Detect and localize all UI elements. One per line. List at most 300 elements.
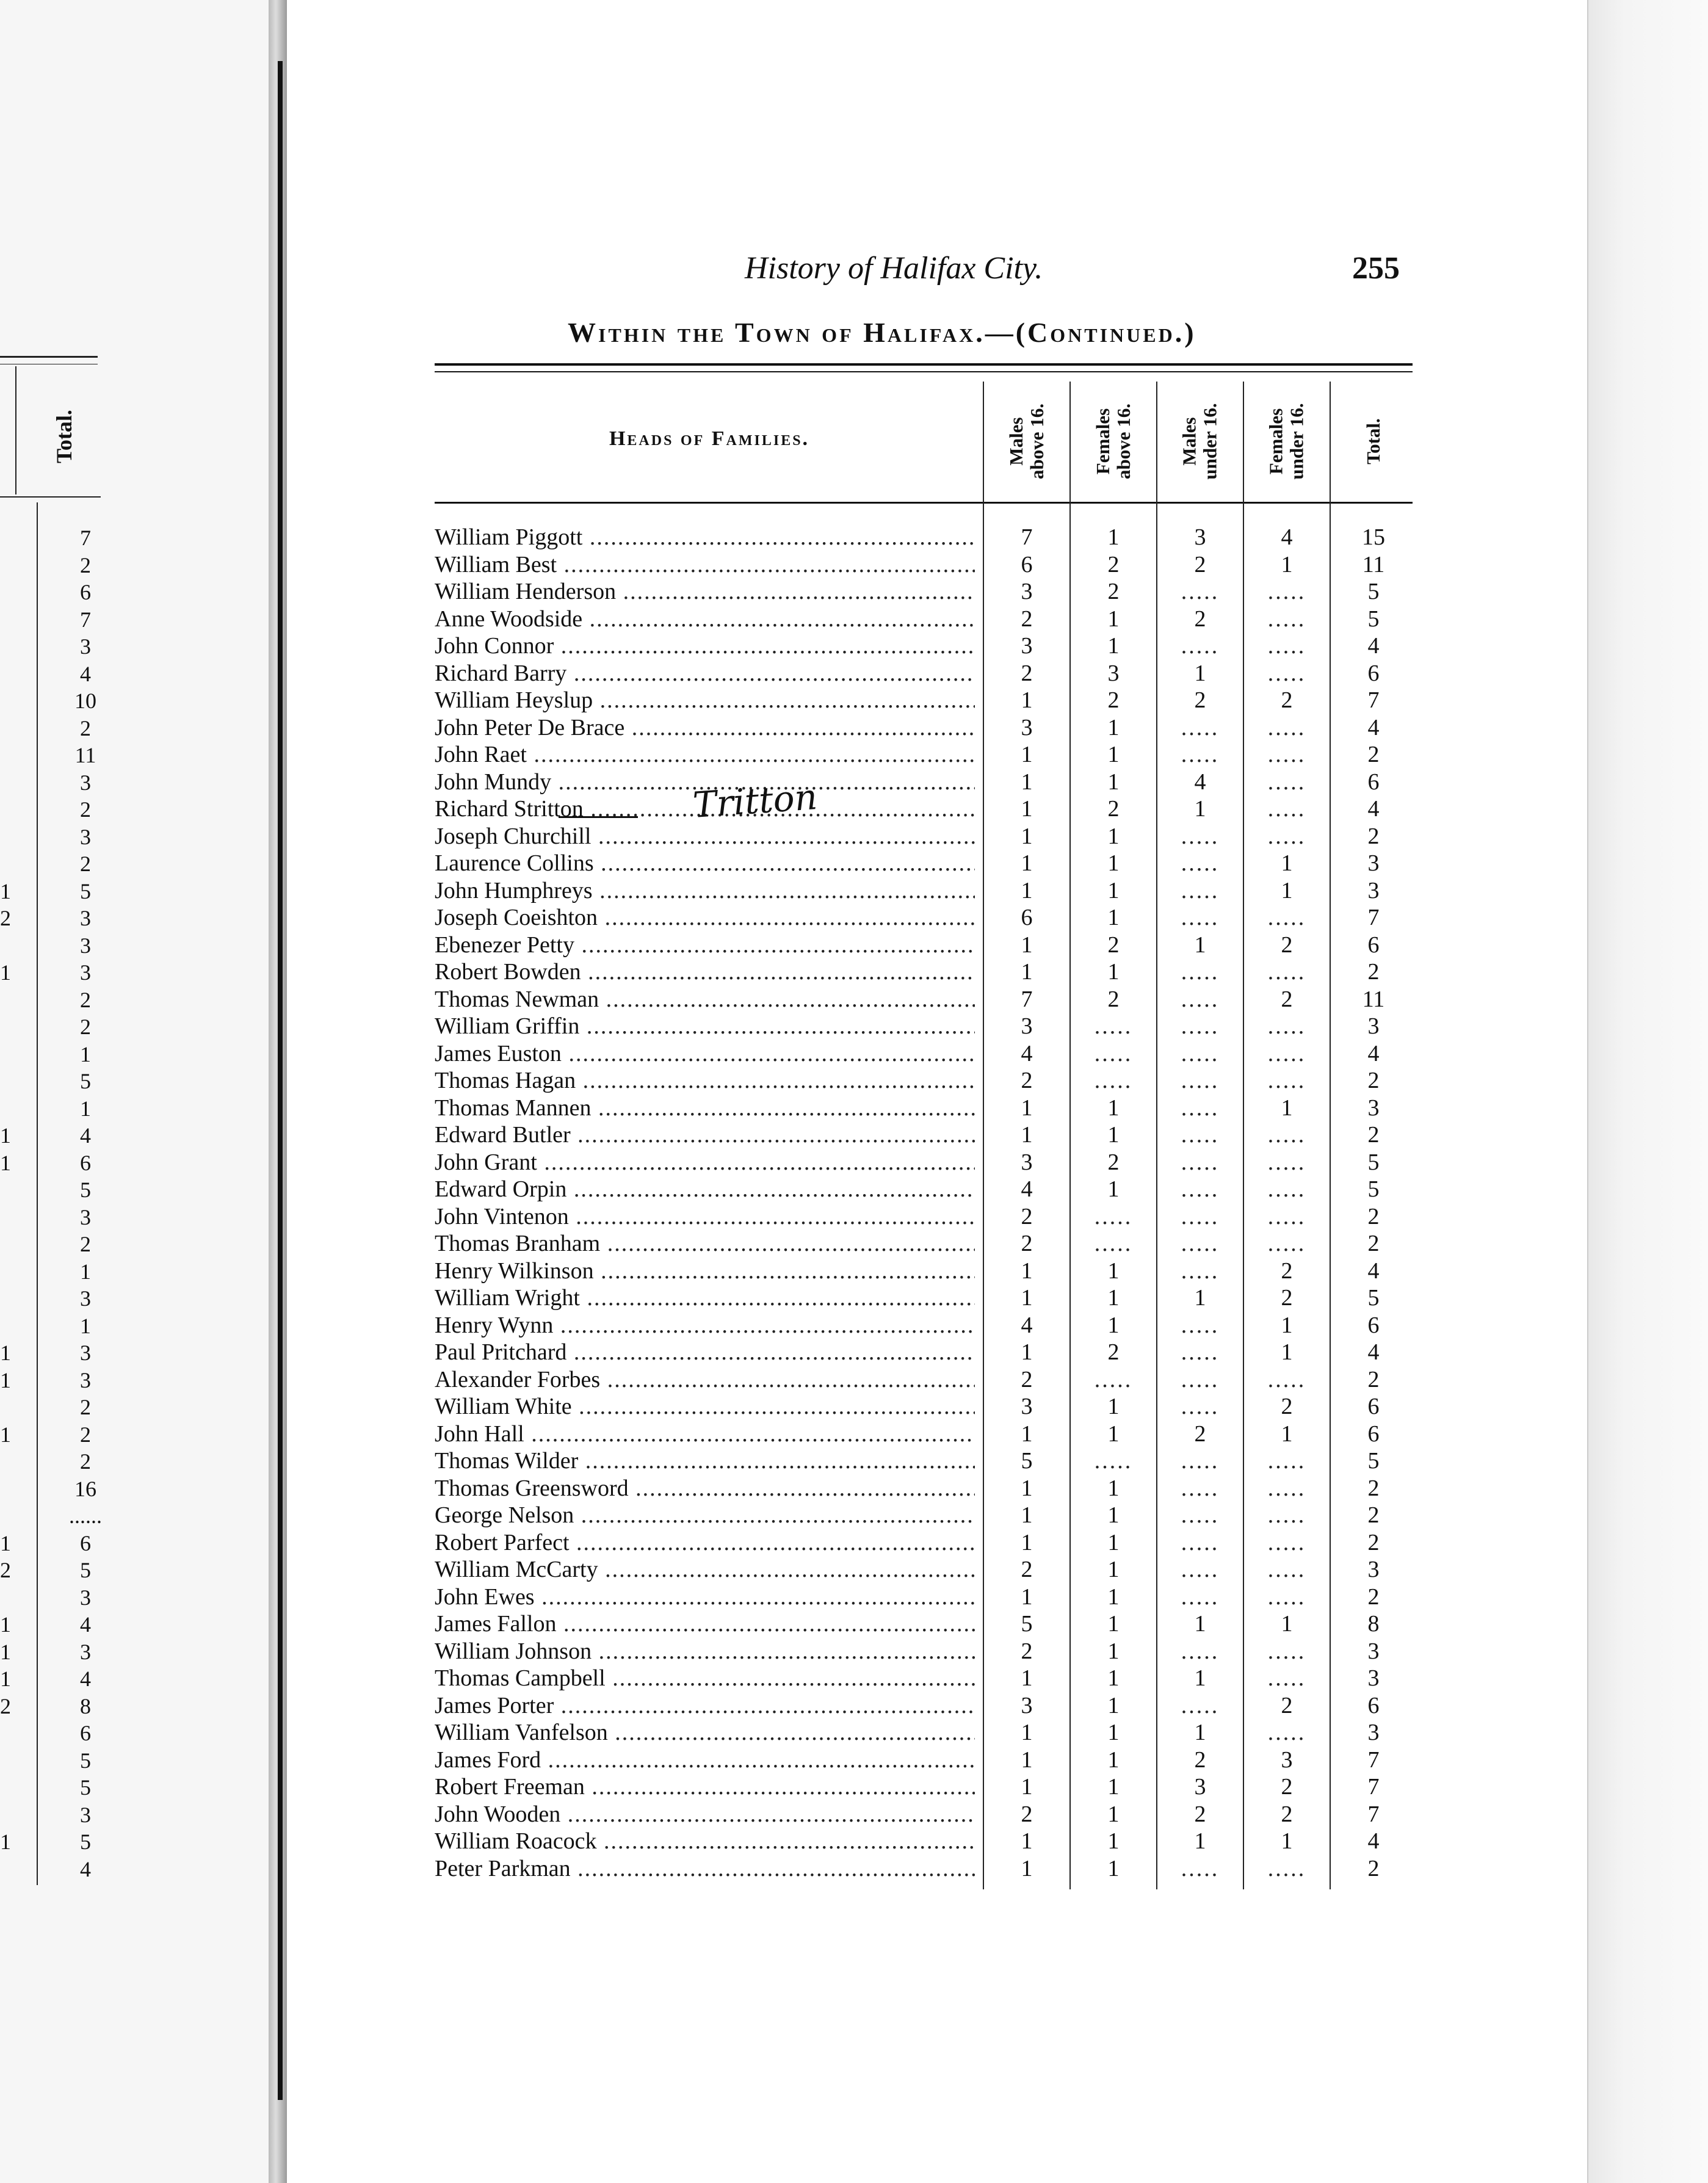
left-total-cell: 3 (80, 634, 91, 659)
total-cell: 7 (1367, 1747, 1380, 1773)
left-header-rule (0, 496, 101, 498)
males-above-16-cell: 5 (1021, 1611, 1033, 1637)
left-total-cell: 1 (80, 1259, 91, 1284)
males-under-16-cell: 2 (1194, 1421, 1206, 1447)
females-under-16-cell: ..... (1267, 606, 1306, 632)
left-column-cell: 1 (0, 1612, 11, 1637)
females-under-16-cell: ..... (1267, 579, 1306, 604)
table-row (0, 714, 1465, 742)
females-above-16-cell: 1 (1107, 1557, 1120, 1582)
table-row (0, 986, 1465, 1013)
left-total-cell: 1 (80, 1313, 91, 1338)
males-above-16-cell: 1 (1021, 1774, 1033, 1800)
total-cell: 4 (1367, 1828, 1380, 1854)
head-of-family-name: Thomas Greensword ..... (435, 1475, 975, 1502)
males-above-16-cell: 1 (1021, 959, 1033, 985)
females-under-16-cell: 2 (1281, 1394, 1293, 1419)
head-of-family-name: Henry Wilkinson ..... (435, 1258, 975, 1284)
females-above-16-cell: ..... (1094, 1366, 1133, 1392)
females-under-16-cell: ..... (1267, 1366, 1306, 1392)
head-of-family-name: William White ..... (435, 1393, 975, 1420)
males-above-16-cell: 1 (1021, 1285, 1033, 1311)
table-row (0, 1284, 1465, 1312)
left-total-cell: 1 (80, 1096, 91, 1121)
total-cell: 6 (1367, 1692, 1380, 1718)
head-of-family-name: Laurence Collins ..... (435, 850, 975, 877)
males-above-16-cell: 3 (1021, 633, 1033, 659)
total-cell: 15 (1362, 524, 1385, 550)
females-above-16-cell: 1 (1107, 1421, 1120, 1447)
females-above-16-cell: 1 (1107, 1638, 1120, 1664)
males-above-16-cell: 1 (1021, 1855, 1033, 1881)
males-above-16-label: Males above 16. (1005, 403, 1048, 479)
total-cell: 2 (1367, 1502, 1380, 1528)
table-row (0, 1312, 1465, 1339)
left-total-cell: 5 (80, 1178, 91, 1202)
table-row (0, 1176, 1465, 1203)
left-total-cell: 3 (80, 960, 91, 985)
total-cell: 4 (1367, 796, 1380, 822)
left-total-cell: 7 (80, 526, 91, 550)
females-above-16-cell: ..... (1094, 1040, 1133, 1066)
females-above-16-cell: 1 (1107, 1720, 1120, 1745)
total-cell: 3 (1367, 1013, 1380, 1039)
head-of-family-name: Thomas Wilder ..... (435, 1447, 975, 1474)
left-total-cell: 4 (80, 1612, 91, 1637)
males-under-16-cell: ..... (1181, 742, 1220, 767)
left-total-cell: 5 (80, 1775, 91, 1800)
females-above-16-cell: 1 (1107, 1747, 1120, 1773)
table-row (0, 1855, 1465, 1883)
head-of-family-name: John Peter De Brace ..... (435, 714, 975, 741)
females-under-16-cell: ..... (1267, 1448, 1306, 1474)
females-under-16-cell: ..... (1267, 959, 1306, 985)
total-cell: 5 (1367, 606, 1380, 632)
total-cell: 4 (1367, 1339, 1380, 1365)
males-under-16-cell: ..... (1181, 1394, 1220, 1419)
head-of-family-name: Anne Woodside ..... (435, 606, 975, 632)
left-total-cell: 4 (80, 1667, 91, 1691)
females-above-16-cell: 1 (1107, 1828, 1120, 1854)
males-above-16-cell: 1 (1021, 932, 1033, 958)
left-column-cell: 1 (0, 1422, 11, 1447)
table-row (0, 1230, 1465, 1258)
males-under-16-cell: ..... (1181, 1203, 1220, 1229)
left-total-cell: 5 (80, 1748, 91, 1773)
males-under-16-cell: 3 (1194, 1774, 1206, 1800)
left-total-cell: 3 (80, 1802, 91, 1827)
left-column-cell: 1 (0, 1639, 11, 1664)
total-cell: 11 (1362, 551, 1385, 577)
left-total-cell: 16 (74, 1476, 96, 1501)
females-under-16-cell: ..... (1267, 1584, 1306, 1610)
females-above-16-cell: 2 (1107, 1149, 1120, 1175)
males-above-16-cell: 2 (1021, 1231, 1033, 1256)
table-row (0, 1556, 1465, 1584)
left-total-cell: 2 (80, 797, 91, 822)
males-under-16-cell: ..... (1181, 1068, 1220, 1093)
females-under-16-cell: ..... (1267, 1176, 1306, 1202)
left-total-cell: 2 (80, 987, 91, 1012)
head-of-family-name: William Piggott ..... (435, 524, 975, 551)
left-total-header (43, 391, 85, 482)
females-above-16-cell: 1 (1107, 1502, 1120, 1528)
males-under-16-cell: 3 (1194, 524, 1206, 550)
left-total-cell: 2 (80, 552, 91, 577)
females-under-16-cell: 2 (1281, 1692, 1293, 1718)
females-above-16-cell: 1 (1107, 1665, 1120, 1691)
left-column-cell: 1 (0, 1150, 11, 1175)
males-under-16-cell: ..... (1181, 1557, 1220, 1582)
females-under-16-cell: ..... (1267, 1013, 1306, 1039)
head-of-family-name: Robert Bowden ..... (435, 958, 975, 985)
males-above-16-cell: 1 (1021, 796, 1033, 822)
table-row (0, 1692, 1465, 1720)
total-cell: 5 (1367, 1149, 1380, 1175)
males-under-16-cell: ..... (1181, 1502, 1220, 1528)
total-cell: 3 (1367, 1665, 1380, 1691)
total-label: Total. (1362, 418, 1384, 465)
females-under-16-header (1244, 382, 1330, 501)
females-above-16-cell: 2 (1107, 551, 1120, 577)
head-of-family-name: Richard Stritton ..... (435, 795, 975, 822)
males-above-16-cell: 1 (1021, 1339, 1033, 1365)
females-under-16-cell: 1 (1281, 1421, 1293, 1447)
table-row (0, 741, 1465, 769)
head-of-family-name: William Johnson ..... (435, 1638, 975, 1665)
females-above-16-cell: 1 (1107, 1475, 1120, 1501)
males-above-16-cell: 1 (1021, 1828, 1033, 1854)
left-total-cell: 4 (80, 1123, 91, 1148)
males-above-16-cell: 3 (1021, 1394, 1033, 1419)
table-row (0, 823, 1465, 850)
left-total-cell: 5 (80, 1558, 91, 1582)
females-above-16-cell: 1 (1107, 1394, 1120, 1419)
females-under-16-cell: 1 (1281, 551, 1293, 577)
left-total-cell: 6 (80, 1530, 91, 1555)
males-under-16-cell: ..... (1181, 1692, 1220, 1718)
table-row (0, 606, 1465, 633)
total-cell: 2 (1367, 742, 1380, 767)
males-under-16-cell: ..... (1181, 1095, 1220, 1121)
females-under-16-cell: 2 (1281, 1285, 1293, 1311)
total-cell: 3 (1367, 1095, 1380, 1121)
table-row (0, 524, 1465, 551)
females-under-16-cell: 1 (1281, 1312, 1293, 1338)
total-cell: 2 (1367, 1366, 1380, 1392)
left-total-cell: 5 (80, 878, 91, 903)
table-row (0, 1773, 1465, 1801)
head-of-family-name: John Raet ..... (435, 741, 975, 768)
males-above-16-cell: 6 (1021, 905, 1033, 930)
males-above-16-cell: 1 (1021, 850, 1033, 876)
females-above-16-cell: 1 (1107, 905, 1120, 930)
males-under-16-cell: ..... (1181, 1529, 1220, 1555)
total-cell: 2 (1367, 1231, 1380, 1256)
left-total-cell: 2 (80, 852, 91, 876)
females-under-16-cell: 1 (1281, 850, 1293, 876)
males-under-16-cell: ..... (1181, 1855, 1220, 1881)
total-cell: 3 (1367, 1638, 1380, 1664)
males-above-16-cell: 4 (1021, 1312, 1033, 1338)
table-row (0, 1421, 1465, 1448)
total-cell: 2 (1367, 1584, 1380, 1610)
females-above-16-cell: 1 (1107, 1774, 1120, 1800)
head-of-family-name: Henry Wynn ..... (435, 1312, 975, 1339)
females-under-16-cell: 1 (1281, 877, 1293, 903)
head-of-family-name: James Ford ..... (435, 1747, 975, 1773)
total-cell: 11 (1362, 986, 1385, 1012)
total-cell: 8 (1367, 1611, 1380, 1637)
females-under-16-cell: ..... (1267, 1557, 1306, 1582)
males-above-16-cell: 1 (1021, 687, 1033, 713)
males-under-16-cell: ..... (1181, 1176, 1220, 1202)
females-above-16-cell: 1 (1107, 1611, 1120, 1637)
males-under-16-cell: ..... (1181, 633, 1220, 659)
left-total-cell: 2 (80, 1422, 91, 1447)
females-under-16-cell: ..... (1267, 633, 1306, 659)
males-under-16-cell: 1 (1194, 1665, 1206, 1691)
males-under-16-cell: 2 (1194, 1747, 1206, 1773)
table-row (0, 660, 1465, 687)
head-of-family-name: Paul Pritchard ..... (435, 1339, 975, 1366)
head-of-family-name: Thomas Hagan ..... (435, 1067, 975, 1094)
table-row (0, 632, 1465, 660)
females-under-16-cell: ..... (1267, 1122, 1306, 1148)
males-above-16-cell: 7 (1021, 524, 1033, 550)
males-above-16-cell: 3 (1021, 1013, 1033, 1039)
total-cell: 4 (1367, 1258, 1380, 1284)
left-total-cell: 5 (80, 1069, 91, 1093)
table-row (0, 687, 1465, 714)
males-under-16-cell: 2 (1194, 551, 1206, 577)
males-under-16-cell: ..... (1181, 1149, 1220, 1175)
males-above-16-cell: 2 (1021, 1203, 1033, 1229)
females-under-16-cell: 1 (1281, 1828, 1293, 1854)
total-cell: 7 (1367, 905, 1380, 930)
males-above-16-cell: 3 (1021, 714, 1033, 740)
females-above-16-cell: ..... (1094, 1068, 1133, 1093)
males-under-16-cell: ..... (1181, 1638, 1220, 1664)
left-total-cell: 8 (80, 1693, 91, 1718)
total-cell: 4 (1367, 1040, 1380, 1066)
total-cell: 7 (1367, 1801, 1380, 1827)
males-above-16-cell: 5 (1021, 1448, 1033, 1474)
females-under-16-cell: ..... (1267, 1040, 1306, 1066)
males-under-16-cell: ..... (1181, 850, 1220, 876)
males-above-16-cell: 2 (1021, 1366, 1033, 1392)
head-of-family-name: James Euston ..... (435, 1040, 975, 1067)
females-under-16-cell: 2 (1281, 687, 1293, 713)
total-cell: 2 (1367, 1122, 1380, 1148)
females-under-16-cell: 2 (1281, 1801, 1293, 1827)
left-total-cell: 2 (80, 1395, 91, 1419)
females-above-16-cell: ..... (1094, 1013, 1133, 1039)
males-under-16-cell: 1 (1194, 1611, 1206, 1637)
total-cell: 7 (1367, 687, 1380, 713)
females-above-16-cell: 1 (1107, 769, 1120, 795)
females-under-16-cell: 1 (1281, 1611, 1293, 1637)
females-under-16-cell: ..... (1267, 823, 1306, 849)
left-column-cell: 1 (0, 878, 11, 903)
females-above-16-cell: 2 (1107, 687, 1120, 713)
total-cell: 5 (1367, 1285, 1380, 1311)
head-of-family-name: John Grant ..... (435, 1149, 975, 1176)
males-above-16-cell: 1 (1021, 742, 1033, 767)
females-above-16-cell: 1 (1107, 959, 1120, 985)
table-row (0, 1339, 1465, 1366)
females-above-16-cell: 3 (1107, 660, 1120, 686)
head-of-family-name: William McCarty ..... (435, 1556, 975, 1583)
females-under-16-cell: ..... (1267, 1720, 1306, 1745)
males-under-16-cell: ..... (1181, 1258, 1220, 1284)
total-cell: 6 (1367, 932, 1380, 958)
males-under-16-cell: ..... (1181, 905, 1220, 930)
males-above-16-cell: 4 (1021, 1040, 1033, 1066)
left-total-cell: 4 (80, 1856, 91, 1881)
females-under-16-cell: 4 (1281, 524, 1293, 550)
females-above-16-cell: 2 (1107, 796, 1120, 822)
males-above-16-cell: 4 (1021, 1176, 1033, 1202)
head-of-family-name: William Henderson ..... (435, 578, 975, 605)
males-under-16-cell: 1 (1194, 796, 1206, 822)
head-of-family-name: John Humphreys ..... (435, 877, 975, 904)
table-top-rule (435, 363, 1413, 366)
head-of-family-name: John Vintenon ..... (435, 1203, 975, 1230)
head-of-family-name: Ebenezer Petty ..... (435, 932, 975, 958)
females-above-16-cell: 1 (1107, 1801, 1120, 1827)
females-under-16-cell: 3 (1281, 1747, 1293, 1773)
females-above-16-cell: 1 (1107, 524, 1120, 550)
females-under-16-cell: ..... (1267, 1855, 1306, 1881)
left-total-cell: 3 (80, 1585, 91, 1610)
left-column-cell: 1 (0, 1123, 11, 1148)
head-of-family-name: John Connor ..... (435, 632, 975, 659)
males-under-16-cell: ..... (1181, 1312, 1220, 1338)
males-under-16-cell: ..... (1181, 1366, 1220, 1392)
males-under-16-cell: 1 (1194, 1285, 1206, 1311)
males-under-16-cell: ..... (1181, 1231, 1220, 1256)
females-above-16-cell: ..... (1094, 1203, 1133, 1229)
total-cell: 5 (1367, 579, 1380, 604)
table-row (0, 1638, 1465, 1665)
left-total-cell: 3 (80, 1639, 91, 1664)
total-cell: 5 (1367, 1448, 1380, 1474)
head-of-family-name: Thomas Branham ..... (435, 1230, 975, 1257)
males-above-16-cell: 2 (1021, 1068, 1033, 1093)
males-above-16-cell: 1 (1021, 1747, 1033, 1773)
left-total-cell: 3 (80, 770, 91, 795)
males-above-16-cell: 1 (1021, 1122, 1033, 1148)
table-row (0, 1203, 1465, 1231)
females-under-16-cell: ..... (1267, 1638, 1306, 1664)
total-cell: 2 (1367, 1475, 1380, 1501)
total-cell: 3 (1367, 850, 1380, 876)
males-under-16-cell: ..... (1181, 1584, 1220, 1610)
females-above-16-cell: 1 (1107, 606, 1120, 632)
total-cell: 4 (1367, 633, 1380, 659)
males-above-16-cell: 1 (1021, 1475, 1033, 1501)
females-above-16-cell: 1 (1107, 633, 1120, 659)
males-under-16-cell: 2 (1194, 1801, 1206, 1827)
table-row (0, 1366, 1465, 1394)
females-under-16-cell: 2 (1281, 986, 1293, 1012)
left-total-cell: 2 (80, 1015, 91, 1039)
males-above-16-cell: 1 (1021, 1720, 1033, 1745)
females-under-16-cell: 1 (1281, 1095, 1293, 1121)
females-above-16-cell: ..... (1094, 1448, 1133, 1474)
table-row (0, 1828, 1465, 1855)
head-of-family-name: Robert Freeman ..... (435, 1773, 975, 1800)
females-above-16-cell: 1 (1107, 1692, 1120, 1718)
table-row (0, 877, 1465, 905)
head-of-family-name: John Mundy ..... (435, 769, 975, 795)
males-above-16-header (984, 382, 1069, 501)
table-body (0, 524, 1465, 1882)
table-row (0, 1747, 1465, 1774)
females-above-16-cell: 2 (1107, 579, 1120, 604)
males-above-16-cell: 1 (1021, 1584, 1033, 1610)
head-of-family-name: George Nelson ..... (435, 1502, 975, 1529)
females-under-16-cell: ..... (1267, 1475, 1306, 1501)
males-under-16-cell: ..... (1181, 1339, 1220, 1365)
table-row (0, 1584, 1465, 1611)
head-of-family-name: William Roacock ..... (435, 1828, 975, 1855)
males-above-16-cell: 7 (1021, 986, 1033, 1012)
males-under-16-header (1157, 382, 1243, 501)
males-under-16-cell: ..... (1181, 1040, 1220, 1066)
table-row (0, 578, 1465, 606)
left-total-cell: 3 (80, 1204, 91, 1229)
left-total-cell: 11 (74, 743, 96, 767)
table-row (0, 1040, 1465, 1068)
left-total-cell: 3 (80, 824, 91, 849)
table-row (0, 1393, 1465, 1421)
total-cell: 3 (1367, 877, 1380, 903)
total-cell: 4 (1367, 714, 1380, 740)
total-cell: 2 (1367, 1203, 1380, 1229)
males-above-16-cell: 1 (1021, 823, 1033, 849)
females-above-16-cell: 1 (1107, 1258, 1120, 1284)
females-under-16-cell: ..... (1267, 1068, 1306, 1093)
table-row (0, 1067, 1465, 1095)
males-under-16-cell: ..... (1181, 579, 1220, 604)
males-under-16-cell: 1 (1194, 932, 1206, 958)
males-under-16-cell: ..... (1181, 1475, 1220, 1501)
head-of-family-name: James Porter ..... (435, 1692, 975, 1719)
strikethrough-mark (559, 816, 638, 818)
females-above-16-cell: 2 (1107, 1339, 1120, 1365)
total-cell: 2 (1367, 1529, 1380, 1555)
head-of-family-name: William Best ..... (435, 551, 975, 578)
left-total-cell: ...... (69, 1504, 102, 1528)
table-row (0, 1121, 1465, 1149)
males-under-16-cell: ..... (1181, 1448, 1220, 1474)
head-of-family-name: John Hall ..... (435, 1421, 975, 1447)
head-of-family-name: Richard Barry ..... (435, 660, 975, 687)
females-under-16-label: Females under 16. (1265, 402, 1308, 480)
left-total-cell: 6 (80, 1150, 91, 1175)
females-above-16-header (1071, 382, 1156, 501)
handwritten-correction: Tritton (691, 775, 819, 827)
table-row (0, 1475, 1465, 1502)
table-row (0, 958, 1465, 986)
females-above-16-cell: 1 (1107, 1855, 1120, 1881)
head-of-family-name: James Fallon ..... (435, 1610, 975, 1637)
males-under-16-cell: 1 (1194, 1828, 1206, 1854)
females-above-16-cell: 1 (1107, 1285, 1120, 1311)
females-under-16-cell: ..... (1267, 660, 1306, 686)
